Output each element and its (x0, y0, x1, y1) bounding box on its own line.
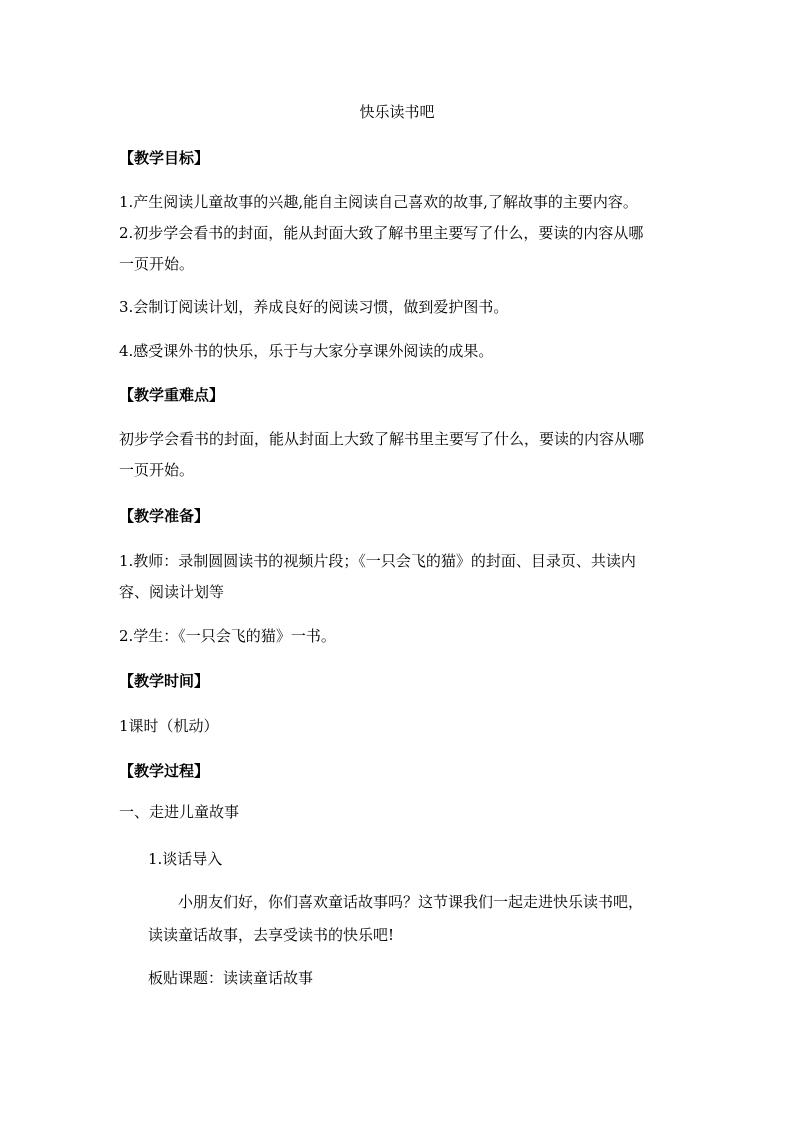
keypoints-line-1: 初步学会看书的封面，能从封面上大致了解书里主要写了什么，要读的内容从哪 (119, 430, 645, 448)
objective-item-2-line-2: 一页开始。 (119, 255, 195, 273)
objective-item-2-line-1: 2.初步学会看书的封面，能从封面大致了解书里主要写了什么，要读的内容从哪 (119, 224, 644, 242)
process-board-title: 板贴课题：读读童话故事 (148, 969, 314, 987)
preparation-item-2: 2.学生：《一只会飞的猫》一书。 (119, 627, 336, 645)
preparation-item-1-line-1: 1.教师：录制圆圆读书的视频片段；《一只会飞的猫》的封面、目录页、共读内 (119, 552, 636, 570)
objective-item-1: 1.产生阅读儿童故事的兴趣,能自主阅读自己喜欢的故事,了解故事的主要内容。 (119, 193, 638, 211)
section-heading-keypoints: 【教学重难点】 (119, 386, 225, 404)
objective-item-3: 3.会制订阅读计划，养成良好的阅读习惯，做到爱护图书。 (119, 298, 509, 316)
process-part-1: 一、走进儿童故事 (119, 803, 240, 821)
document-title: 快乐读书吧 (359, 103, 435, 121)
objective-item-4: 4.感受课外书的快乐，乐于与大家分享课外阅读的成果。 (119, 342, 494, 360)
section-heading-objectives: 【教学目标】 (119, 149, 210, 167)
section-heading-time: 【教学时间】 (119, 672, 210, 690)
section-heading-process: 【教学过程】 (119, 762, 210, 780)
process-step-1: 1.谈话导入 (148, 850, 223, 868)
section-heading-preparation: 【教学准备】 (119, 507, 210, 525)
keypoints-line-2: 一页开始。 (119, 461, 195, 479)
process-talk-line-2: 读读童话故事，去享受读书的快乐吧! (148, 926, 395, 944)
preparation-item-1-line-2: 容、阅读计划等 (119, 583, 225, 601)
time-value: 1课时（机动） (119, 717, 219, 735)
process-talk-line-1: 小朋友们好，你们喜欢童话故事吗？这节课我们一起走进快乐读书吧， (178, 893, 644, 911)
